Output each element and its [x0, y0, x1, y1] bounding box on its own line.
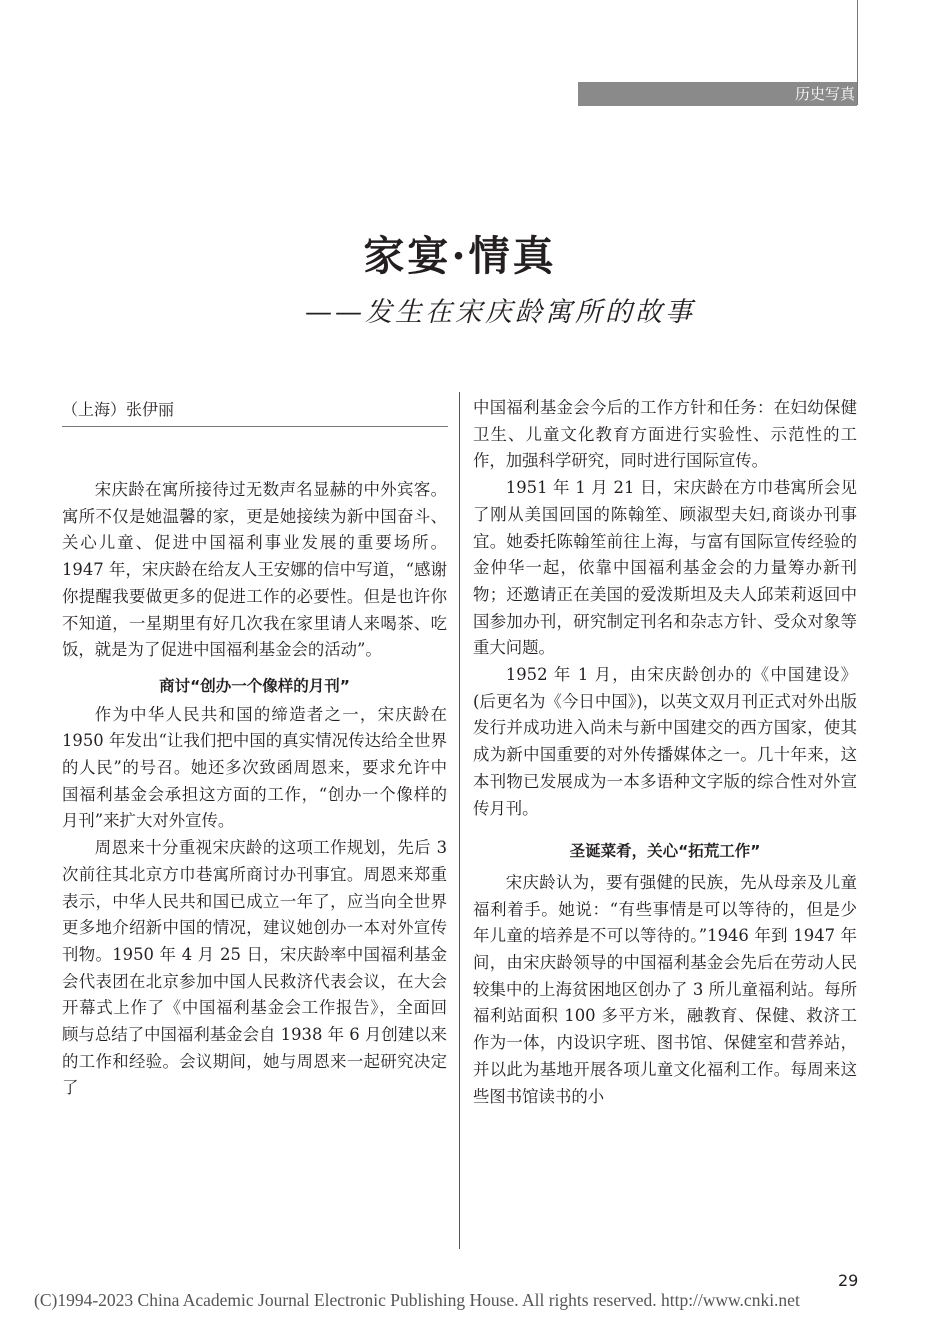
section-tab: 历史写真: [578, 82, 857, 106]
paragraph: 宋庆龄认为，要有强健的民族，先从母亲及儿童福利着手。她说：“有些事情是可以等待的，但是少年儿童的培养是不可以等待的。”1946 年到 1947 年间，由宋庆龄领导的中国福利基金会先后在劳动人民较集中的上海贫困地区创办了 3 所儿童福利站。每所福利站面积 100 多平方米，融教育、保健、救济工作为一体，内设识字班、图书馆、保健室和营养站，并以此为基地开展各项儿童文化福利工作。每周来这些图书馆读书的小: [473, 872, 857, 1106]
paragraph: 1952 年 1 月，由宋庆龄创办的《中国建设》(后更名为《今日中国》)，以英文双月刊正式对外出版发行并成功进入尚未与新中国建交的西方国家，使其成为新中国重要的对外传播媒体之一。几十年来，这本刊物已发展成为一本多语种文字版的综合性对外宣传月刊。: [473, 665, 857, 818]
paragraph: 1951 年 1 月 21 日，宋庆龄在方巾巷寓所会见了刚从美国回国的陈翰笙、顾淑型夫妇,商谈办刊事宜。她委托陈翰笙前往上海，与富有国际宣传经验的金仲华一起，依靠中国福利基金会的力量筹办新刊物；还邀请正在美国的爱泼斯坦及夫人邱茉莉返回中国参加办刊，研究制定刊名和杂志方针、受众对象等重大问题。: [473, 478, 857, 658]
header-vertical-rule: [857, 0, 858, 105]
author-rule: [62, 426, 448, 427]
section-heading: 商讨“创办一个像样的月刊”: [159, 676, 350, 695]
column-divider: [459, 392, 460, 1249]
right-column: [473, 395, 857, 1110]
paragraph: 周恩来十分重视宋庆龄的这项工作规划，先后 3 次前往其北京方巾巷寓所商讨办刊事宜。周恩来郑重表示，中华人民共和国已成立一年了，应当向全世界更多地介绍新中国的情况，建议她创办一本对外宣传刊物。1950 年 4 月 25 日，宋庆龄率中国福利基金会代表团在北京参加中国人民救济代表会议，在大会开幕式上作了《中国福利基金会工作报告》，全面回顾与总结了中国福利基金会自 1938 年 6 月创建以来的工作和经验。会议期间，她与周恩来一起研究决定了: [62, 838, 447, 1098]
section-heading: 圣诞菜肴，关心“拓荒工作”: [569, 842, 761, 861]
paragraph: 宋庆龄在寓所接待过无数声名显赫的中外宾客。寓所不仅是她温馨的家，更是她接续为新中国奋斗、关心儿童、促进中国福利事业发展的重要场所。1947 年，宋庆龄在给友人王安娜的信中写道，“感谢你提醒我要做更多的促进工作的必要性。但是也许你不知道，一星期里有好几次我在家里请人来喝茶、吃饭，就是为了促进中国福利基金会的活动”。: [62, 480, 447, 660]
author-byline: （上海）张伊丽: [62, 400, 175, 419]
left-column: [62, 477, 447, 1102]
copyright-footer: (C)1994-2023 China Academic Journal Electronic Publishing House. All rights reserved. http://www.cnki.net: [34, 1290, 800, 1310]
article-title: 家宴·情真: [363, 232, 557, 280]
paragraph: 中国福利基金会今后的工作方针和任务：在妇幼保健卫生、儿童文化教育方面进行实验性、示范性的工作，加强科学研究，同时进行国际宣传。: [473, 398, 857, 471]
article-subtitle: ——发生在宋庆龄寓所的故事: [305, 297, 695, 328]
paragraph: 作为中华人民共和国的缔造者之一，宋庆龄在 1950 年发出“让我们把中国的真实情况传达给全世界的人民”的号召。她还多次致函周恩来，要求允许中国福利基金会承担这方面的工作，“创办一个像样的月刊”来扩大对外宣传。: [62, 704, 447, 831]
page-number: 29: [838, 1271, 859, 1290]
